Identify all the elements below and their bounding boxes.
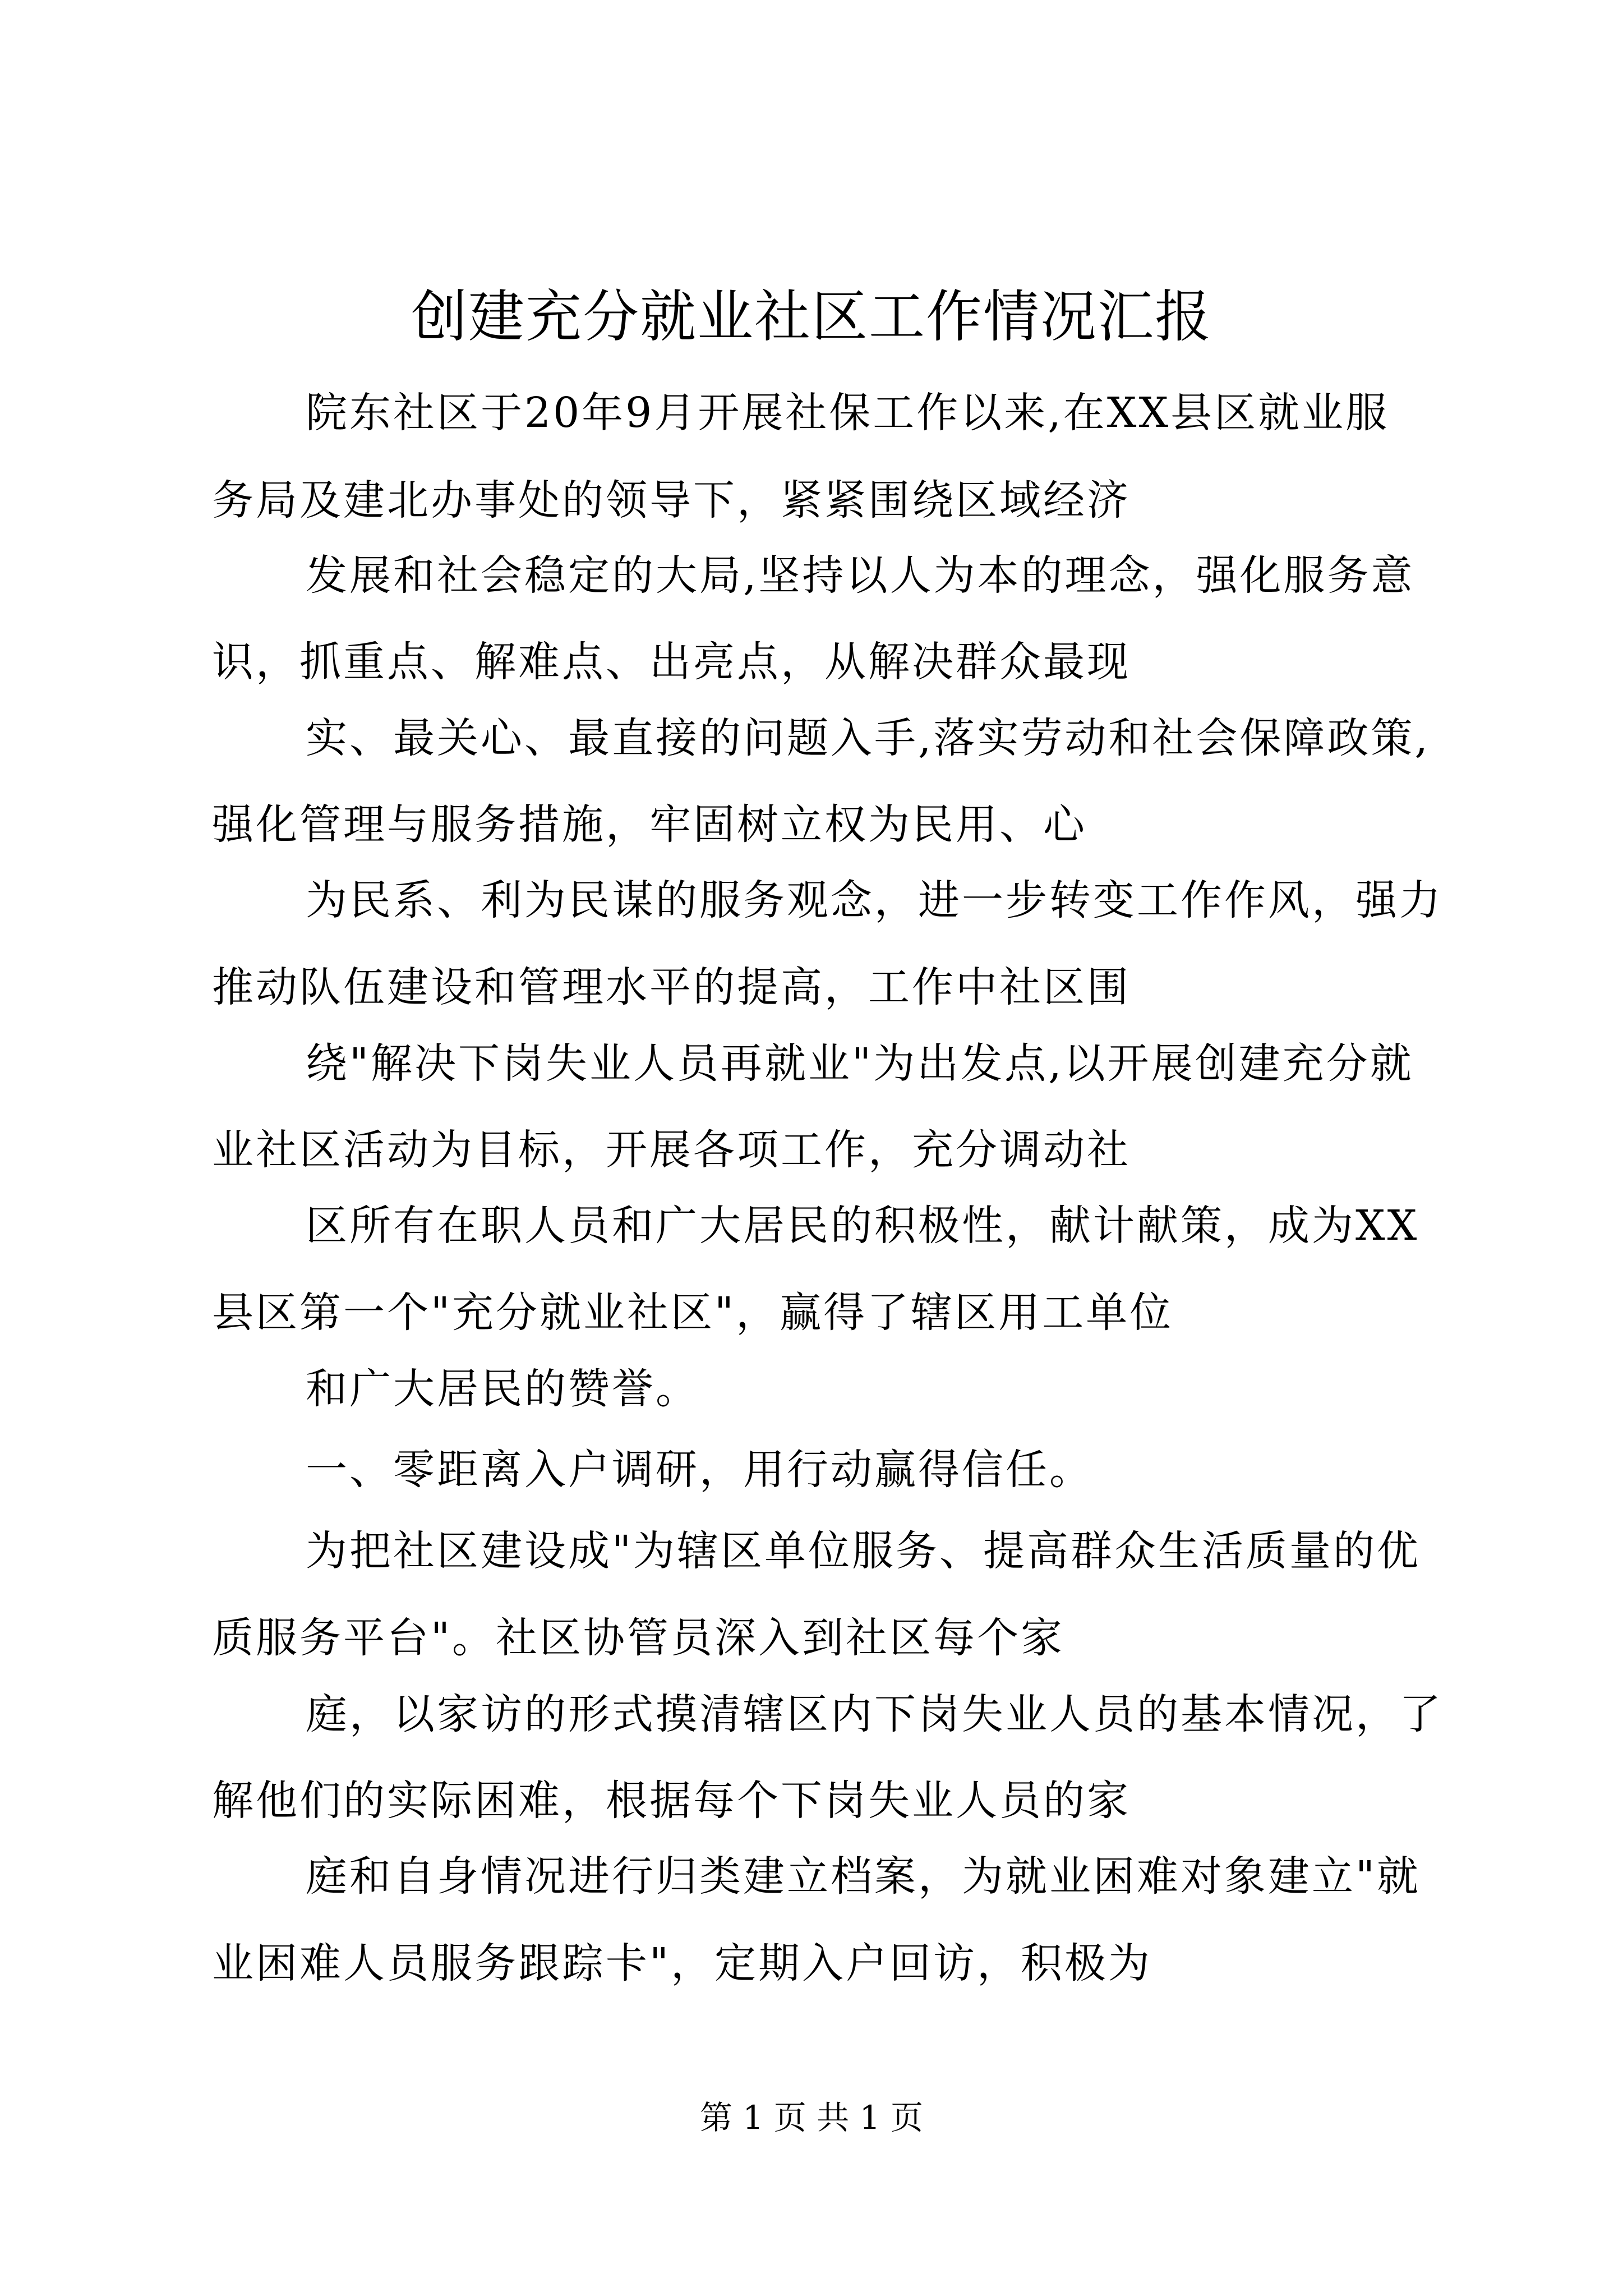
body-line: 绕"解决下岗失业人员再就业"为出发点,以开展创建充分就 <box>306 1039 1414 1088</box>
page-footer: 第 1 页 共 1 页 <box>700 2099 923 2137</box>
body-line: 质服务平台"。社区协管员深入到社区每个家 <box>212 1614 1065 1662</box>
section-heading: 一、零距离入户调研，用行动赢得信任。 <box>306 1446 1093 1494</box>
body-line: 解他们的实际困难，根据每个下岗失业人员的家 <box>212 1777 1131 1825</box>
body-line: 庭和自身情况进行归类建立档案，为就业困难对象建立"就 <box>306 1852 1421 1901</box>
body-line: 识，抓重点、解难点、出亮点，从解决群众最现 <box>212 638 1131 686</box>
body-line: 院东社区于20年9月开展社保工作以来,在XX县区就业服 <box>306 389 1390 437</box>
body-line: 发展和社会稳定的大局,坚持以人为本的理念，强化服务意 <box>306 551 1415 600</box>
body-line: 庭，以家访的形式摸清辖区内下岗失业人员的基本情况，了 <box>306 1690 1443 1738</box>
body-line: 为把社区建设成"为辖区单位服务、提高群众生活质量的优 <box>306 1527 1421 1575</box>
body-line: 县区第一个"充分就业社区"，赢得了辖区用工单位 <box>212 1289 1174 1337</box>
document-title: 创建充分就业社区工作情况汇报 <box>411 284 1212 349</box>
body-line: 为民系、利为民谋的服务观念，进一步转变工作作风，强力 <box>306 876 1443 924</box>
body-line: 强化管理与服务措施，牢固树立权为民用、心 <box>212 800 1087 849</box>
body-line: 实、最关心、最直接的问题入手,落实劳动和社会保障政策, <box>306 714 1431 762</box>
body-line: 区所有在职人员和广大居民的积极性，献计献策，成为XX <box>306 1202 1419 1250</box>
body-line: 务局及建北办事处的领导下，紧紧围绕区域经济 <box>212 476 1131 524</box>
body-line: 业困难人员服务跟踪卡"，定期入户回访，积极为 <box>212 1939 1152 1987</box>
body-line: 和广大居民的赞誉。 <box>306 1365 699 1413</box>
body-line: 业社区活动为目标，开展各项工作，充分调动社 <box>212 1126 1131 1174</box>
body-line: 推动队伍建设和管理水平的提高，工作中社区围 <box>212 963 1131 1011</box>
